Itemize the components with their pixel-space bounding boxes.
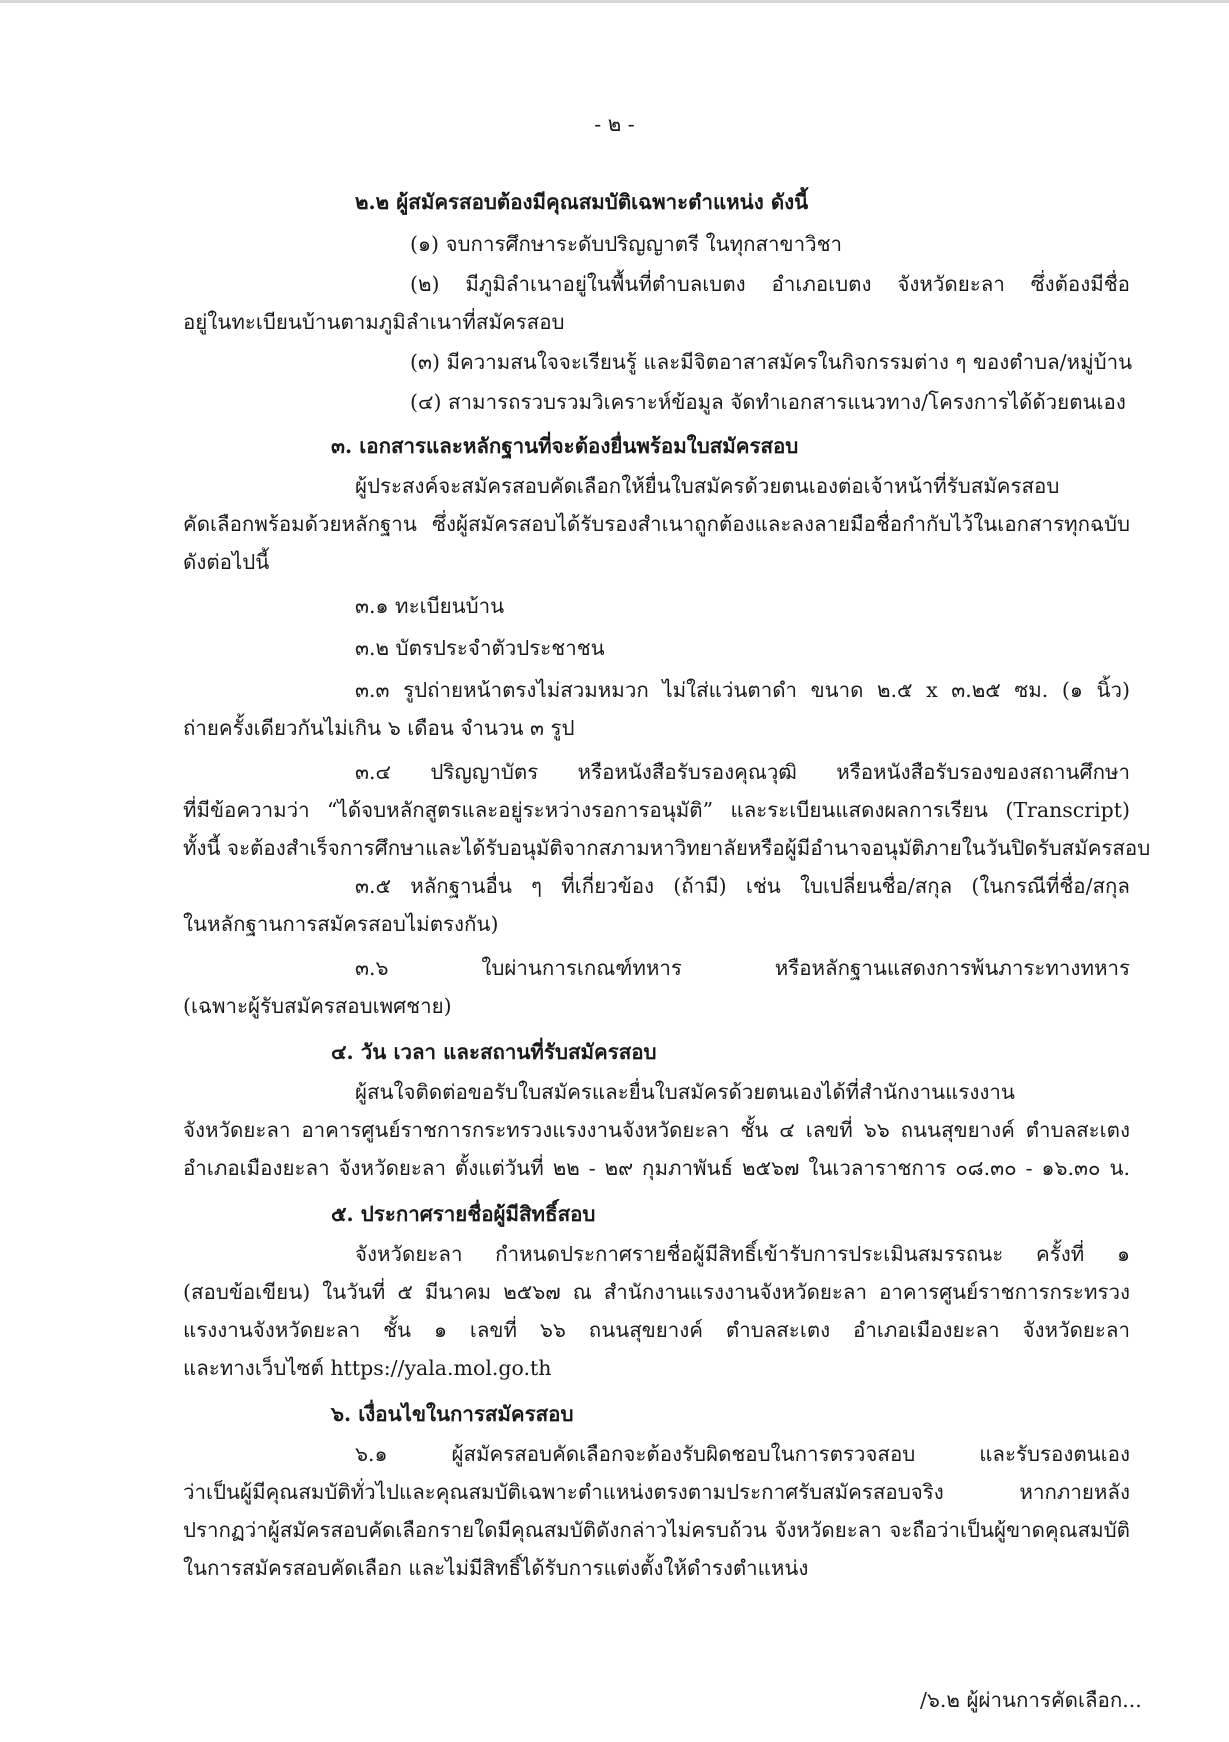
sec3-item-2: ๓.๒ บัตรประจำตัวประชาชน <box>355 636 605 660</box>
sec3-item-6-cont: (เฉพาะผู้รับสมัครสอบเพศชาย) <box>183 994 452 1018</box>
sec3-item-1: ๓.๑ ทะเบียนบ้าน <box>355 594 505 618</box>
top-rule <box>0 0 1229 3</box>
sec3-item-6: ๓.๖ ใบผ่านการเกณฑ์ทหาร หรือหลักฐานแสดงการพ้นภาระทางทหาร <box>355 956 1130 980</box>
sec6-line-3: ปรากฏว่าผู้สมัครสอบคัดเลือกรายใดมีคุณสมบัติดังกล่าวไม่ครบถ้วน จังหวัดยะลา จะถือว่าเป็นผู้ขาดคุณสมบัติ <box>183 1518 1130 1542</box>
sec3-item-5-cont: ในหลักฐานการสมัครสอบไม่ตรงกัน) <box>183 912 499 936</box>
sec5-line-1: จังหวัดยะลา กำหนดประกาศรายชื่อผู้มีสิทธิ์เข้ารับการประเมินสมรรถนะ ครั้งที่ ๑ <box>355 1242 1130 1266</box>
sec3-item-4-line-2: ที่มีข้อความว่า “ได้จบหลักสูตรและอยู่ระหว่างรอการอนุมัติ” และระเบียนแสดงผลการเรียน (Transcript) <box>183 798 1130 822</box>
sec3-item-4: ๓.๔ ปริญญาบัตร หรือหนังสือรับรองคุณวุฒิ หรือหนังสือรับรองของสถานศึกษา <box>355 760 1130 784</box>
section-3-heading: ๓. เอกสารและหลักฐานที่จะต้องยื่นพร้อมใบสมัครสอบ <box>331 434 799 458</box>
sec3-item-4-line-3: ทั้งนี้ จะต้องสำเร็จการศึกษาและได้รับอนุมัติจากสภามหาวิทยาลัยหรือผู้มีอำนาจอนุมัติภายในวันปิดรับสมัครสอบ <box>183 836 1151 860</box>
section-2-2-heading: ๒.๒ ผู้สมัครสอบต้องมีคุณสมบัติเฉพาะตำแหน่ง ดังนี้ <box>355 190 809 214</box>
sec22-item-2-cont: อยู่ในทะเบียนบ้านตามภูมิลำเนาที่สมัครสอบ <box>183 310 565 334</box>
sec4-line-3: อำเภอเมืองยะลา จังหวัดยะลา ตั้งแต่วันที่ ๒๒ - ๒๙ กุมภาพันธ์ ๒๕๖๗ ในเวลาราชการ ๐๘.๓๐ - ๑๖.๓๐ น. <box>183 1156 1130 1180</box>
sec6-line-4: ในการสมัครสอบคัดเลือก และไม่มีสิทธิ์ได้รับการแต่งตั้งให้ดำรงตำแหน่ง <box>183 1556 809 1580</box>
page-number: - ๒ - <box>594 112 635 136</box>
sec3-para-line-2: คัดเลือกพร้อมด้วยหลักฐาน ซึ่งผู้สมัครสอบได้รับรองสำเนาถูกต้องและลงลายมือชื่อกำกับไว้ในเอกสารทุกฉบับ <box>183 512 1130 536</box>
sec3-item-3-cont: ถ่ายครั้งเดียวกันไม่เกิน ๖ เดือน จำนวน ๓ รูป <box>183 716 575 740</box>
section-5-heading: ๕. ประกาศรายชื่อผู้มีสิทธิ์สอบ <box>331 1202 596 1226</box>
sec4-line-2: จังหวัดยะลา อาคารศูนย์ราชการกระทรวงแรงงานจังหวัดยะลา ชั้น ๔ เลขที่ ๖๖ ถนนสุขยางค์ ตำบลสะเตง <box>183 1118 1130 1142</box>
section-6-heading: ๖. เงื่อนไขในการสมัครสอบ <box>331 1402 574 1426</box>
sec5-line-3: แรงงานจังหวัดยะลา ชั้น ๑ เลขที่ ๖๖ ถนนสุขยางค์ ตำบลสะเตง อำเภอเมืองยะลา จังหวัดยะลา <box>183 1318 1130 1342</box>
sec3-item-3: ๓.๓ รูปถ่ายหน้าตรงไม่สวมหมวก ไม่ใส่แว่นตาดำ ขนาด ๒.๕ x ๓.๒๕ ซม. (๑ นิ้ว) <box>355 678 1130 702</box>
sec6-line-1: ๖.๑ ผู้สมัครสอบคัดเลือกจะต้องรับผิดชอบในการตรวจสอบ และรับรองตนเอง <box>355 1442 1130 1466</box>
sec3-para-line-1: ผู้ประสงค์จะสมัครสอบคัดเลือกให้ยื่นใบสมัครด้วยตนเองต่อเจ้าหน้าที่รับสมัครสอบ <box>355 474 1060 498</box>
continuation-note: /๖.๒ ผู้ผ่านการคัดเลือก... <box>920 1688 1142 1712</box>
sec3-para-line-3: ดังต่อไปนี้ <box>183 550 270 574</box>
sec5-line-4: และทางเว็บไซต์ https://yala.mol.go.th <box>183 1356 552 1380</box>
sec22-item-2: (๒) มีภูมิลำเนาอยู่ในพื้นที่ตำบลเบตง อำเภอเบตง จังหวัดยะลา ซึ่งต้องมีชื่อ <box>410 272 1130 296</box>
sec5-line-2: (สอบข้อเขียน) ในวันที่ ๕ มีนาคม ๒๕๖๗ ณ สำนักงานแรงงานจังหวัดยะลา อาคารศูนย์ราชการกระทรวง <box>183 1280 1130 1304</box>
sec22-item-3: (๓) มีความสนใจจะเรียนรู้ และมีจิตอาสาสมัครในกิจกรรมต่าง ๆ ของตำบล/หมู่บ้าน <box>410 350 1133 374</box>
sec3-item-5: ๓.๕ หลักฐานอื่น ๆ ที่เกี่ยวข้อง (ถ้ามี) เช่น ใบเปลี่ยนชื่อ/สกุล (ในกรณีที่ชื่อ/สกุล <box>355 874 1130 898</box>
sec22-item-1: (๑) จบการศึกษาระดับปริญญาตรี ในทุกสาขาวิชา <box>410 232 843 256</box>
sec22-item-4: (๔) สามารถรวบรวมวิเคราะห์ข้อมูล จัดทำเอกสารแนวทาง/โครงการได้ด้วยตนเอง <box>410 390 1126 414</box>
sec6-line-2: ว่าเป็นผู้มีคุณสมบัติทั่วไปและคุณสมบัติเฉพาะตำแหน่งตรงตามประกาศรับสมัครสอบจริง หากภายหลัง <box>183 1480 1130 1504</box>
sec4-line-1: ผู้สนใจติดต่อขอรับใบสมัครและยื่นใบสมัครด้วยตนเองได้ที่สำนักงานแรงงาน <box>355 1080 1015 1104</box>
section-4-heading: ๔. วัน เวลา และสถานที่รับสมัครสอบ <box>331 1040 657 1064</box>
